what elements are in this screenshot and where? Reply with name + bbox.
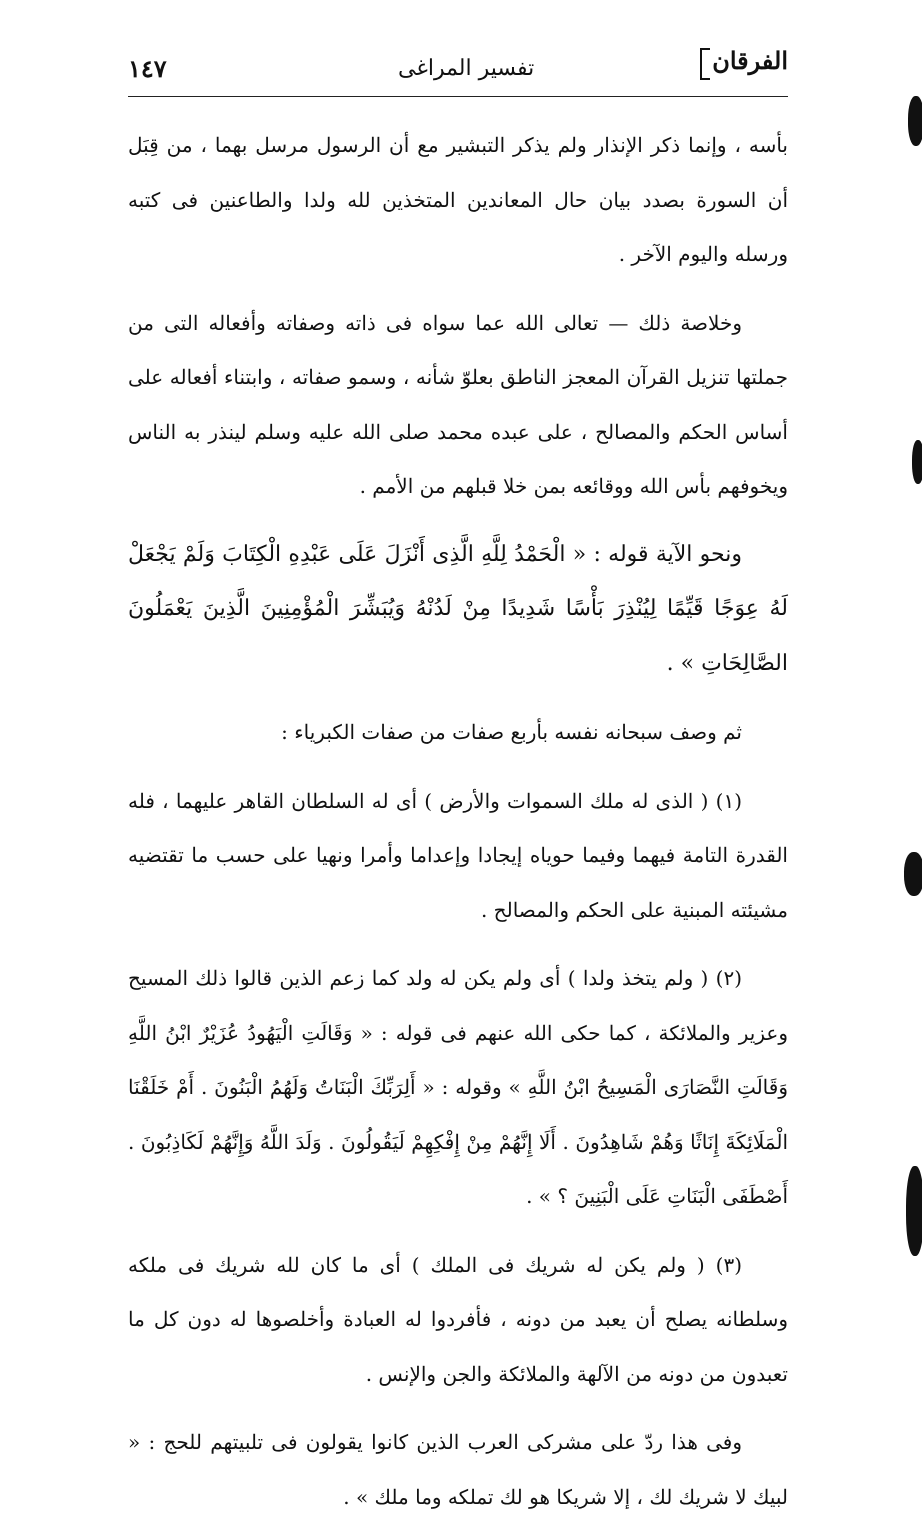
page-header <box>128 44 788 96</box>
paragraph-four-attributes: ثم وصف سبحانه نفسه بأربع صفات من صفات الكبرياء : <box>281 720 742 744</box>
paragraph-attribute-2: (٢) ( ولم يتخذ ولدا ) أى ولم يكن له ولد كما زعم الذين قالوا ذلك المسيح وعزير والملائكة ، كما حكى الله عنهم فى قوله : « وَقَالَتِ الْيَهُودُ عُزَيْرٌ ابْنُ اللَّهِ وَقَالَتِ النَّصَارَى الْمَسِيحُ ابْنُ اللَّهِ » وقوله : « أَلِرَبِّكَ الْبَنَاتُ وَلَهُمُ الْبَنُونَ . أَمْ خَلَقْنَا الْمَلَائِكَةَ إِنَاثًا وَهُمْ شَاهِدُونَ . أَلَا إِنَّهُمْ مِنْ إِفْكِهِمْ لَيَقُولُونَ . وَلَدَ اللَّهُ وَإِنَّهُمْ لَكَاذِبُونَ . أَصْطَفَى الْبَنَاتِ عَلَى الْبَنِينَ ؟ » . <box>128 966 788 1208</box>
scan-mark <box>904 852 922 896</box>
header-divider <box>128 96 788 97</box>
page-number: ١٤٧ <box>128 54 167 83</box>
paragraph-attribute-3: (٣) ( ولم يكن له شريك فى الملك ) أى ما كان لله شريك فى ملكه وسلطانه يصلح أن يعبد من دونه ، فأفردوا له العبادة وأخلصوها له دون كل ما تعبدون من دونه من الآلهة والملائكة والجن والإنس . <box>128 1252 788 1386</box>
book-title: تفسير المراغى <box>398 56 535 81</box>
paragraph-verse-quote: ونحو الآية قوله : « الْحَمْدُ لِلَّهِ الَّذِى أَنْزَلَ عَلَى عَبْدِهِ الْكِتَابَ وَلَمْ يَجْعَلْ لَهُ عِوَجًا قَيِّمًا لِيُنْذِرَ بَأْسًا شَدِيدًا مِنْ لَدُنْهُ وَيُبَشِّرَ الْمُؤْمِنِينَ الَّذِينَ يَعْمَلُونَ الصَّالِحَاتِ » . <box>128 541 788 676</box>
paragraph-1: بأسه ، وإنما ذكر الإنذار ولم يذكر التبشير مع أن الرسول مرسل بهما ، من قِبَل أن السورة بصدد بيان حال المعاندين المتخذين لله ولدا والطاعنين فى كتبه ورسله واليوم الآخر . <box>128 133 788 266</box>
scan-mark <box>906 1166 922 1256</box>
paragraph-summary: وخلاصة ذلك — تعالى الله عما سواه فى ذاته وصفاته وأفعاله التى من جملتها تنزيل القرآن المعجز الناطق بعلوّ شأنه ، وسمو صفاته ، وابتناء أفعاله على أساس الحكم والمصالح ، على عبده محمد صلى الله عليه وسلم لينذر به الناس ويخوفهم بأس الله ووقائعه بمن خلا قبلهم من الأمم . <box>128 310 788 498</box>
page-body <box>128 118 788 1524</box>
paragraph-talbiya: وفى هذا ردّ على مشركى العرب الذين كانوا يقولون فى تلبيتهم للحج : « لبيك لا شريك لك ، إلا شريكا هو لك تملكه وما ملك » . <box>128 1430 788 1509</box>
header-bracket <box>700 48 710 80</box>
surah-name: الفرقان <box>712 46 788 75</box>
paragraph-attribute-1: (١) ( الذى له ملك السموات والأرض ) أى له السلطان القاهر عليهما ، فله القدرة التامة فيهما وفيما حوياه إيجادا وإعداما وأمرا ونهيا على حسب ما تقتضيه مشيئته المبنية على الحكم والمصالح . <box>128 788 788 922</box>
scan-mark <box>908 96 922 146</box>
scan-mark <box>912 440 922 484</box>
